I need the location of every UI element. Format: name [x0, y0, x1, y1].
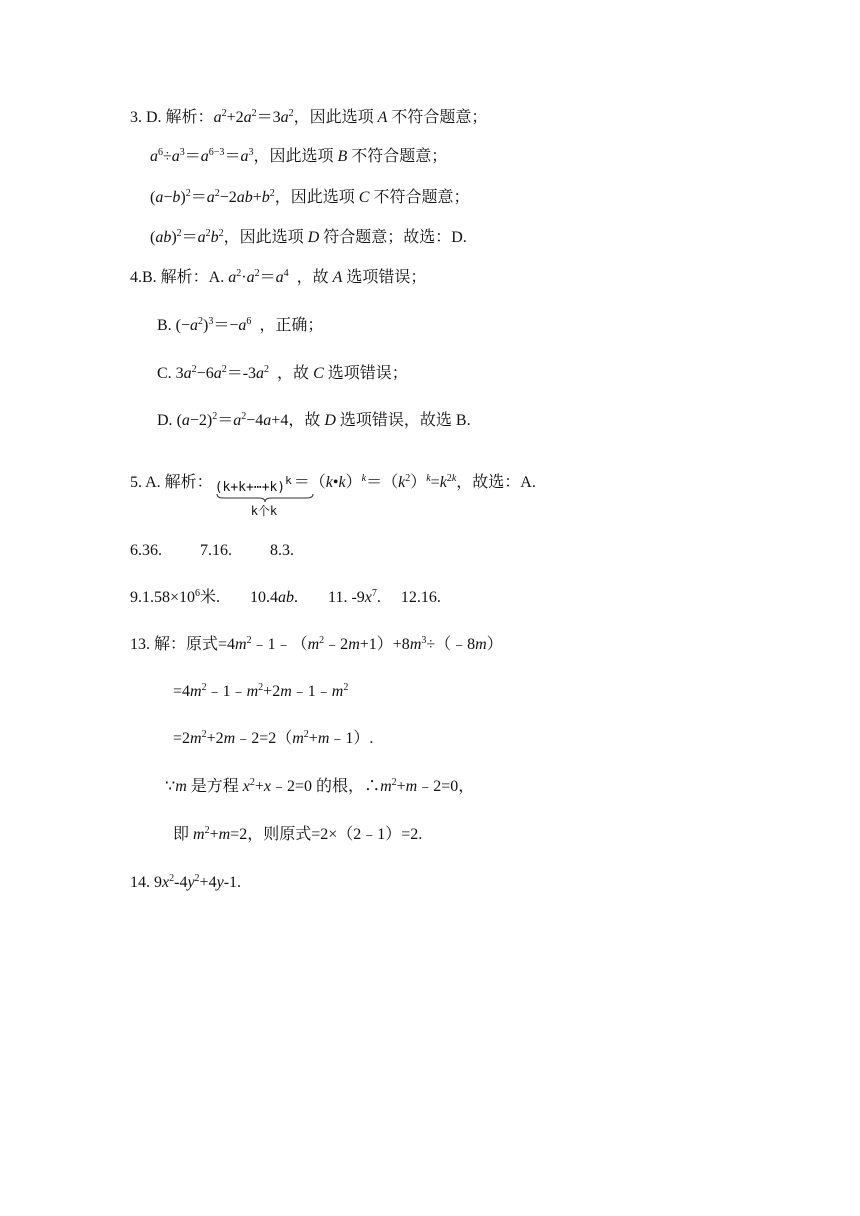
q13-line-4: ∵m 是方程 $x^2+x﹣2=0$ 的根，$\therefore m^2+m﹣2=0$，	[165, 777, 475, 795]
q3-line-1: 3. D. 解析：$a^2+2a^2=3a^2$，因此选项 A 不符合题意；	[130, 108, 488, 126]
q4-line-c: C. $3a^2-6a^2=-3a^2$ ，故 C 选项错误；	[157, 364, 408, 382]
q3-line-3: $(a-b)^2=a^2-2ab+b^2$，因此选项 C 不符合题意；	[150, 188, 470, 206]
answers-9-12: $9.1.58\times 10^6$米. 10.4ab. 11. $-9x^7$. 12.16.	[130, 588, 441, 606]
q13-line-3: $=2m^2+2m﹣2=2(m^2+m﹣1)$.	[173, 729, 374, 747]
underbrace-expression: (k+k+⋯+k)$^k$ k个k	[215, 476, 292, 499]
q13-line-2: $=4m^2﹣1﹣m^2+2m﹣1﹣m^2$	[173, 682, 349, 700]
q3-line-4: $(ab)^2=a^2b^2$，因此选项 D 符合题意；故选：D.	[150, 228, 467, 246]
q4-line-b: B. $(-a^2)^3=-a^6$ ，正确；	[157, 316, 324, 334]
q13-line-1: 13. 解：原式$=4m^2﹣1﹣(m^2﹣2m+1)+8m^3\div(﹣8m)$	[130, 635, 503, 653]
q3-line-2: $a^6\div a^3=a^{6-3}=a^3$，因此选项 B 不符合题意；	[150, 147, 448, 165]
q14-line: 14. $9x^2-4y^2+4y-1$.	[130, 873, 242, 891]
q13-line-5: 即 $m^2+m=2$，则原式=2×（2﹣1）=2.	[173, 825, 423, 843]
q4-line-a: 4.B. 解析：A. $a^2\cdot a^2=a^4$ ，故 A 选项错误；	[130, 268, 427, 286]
answers-6-8: 6.36. 7.16. 8.3.	[130, 542, 294, 559]
q4-line-d: D. $(a-2)^2=a^2-4a+4$，故 D 选项错误，故选 B.	[157, 411, 471, 429]
q5-line: 5. A. 解析： (k+k+⋯+k)$^k$ k个k $=(k•k)^k=(k^2)^k=k^{2k}$，故选：A.	[130, 473, 536, 518]
